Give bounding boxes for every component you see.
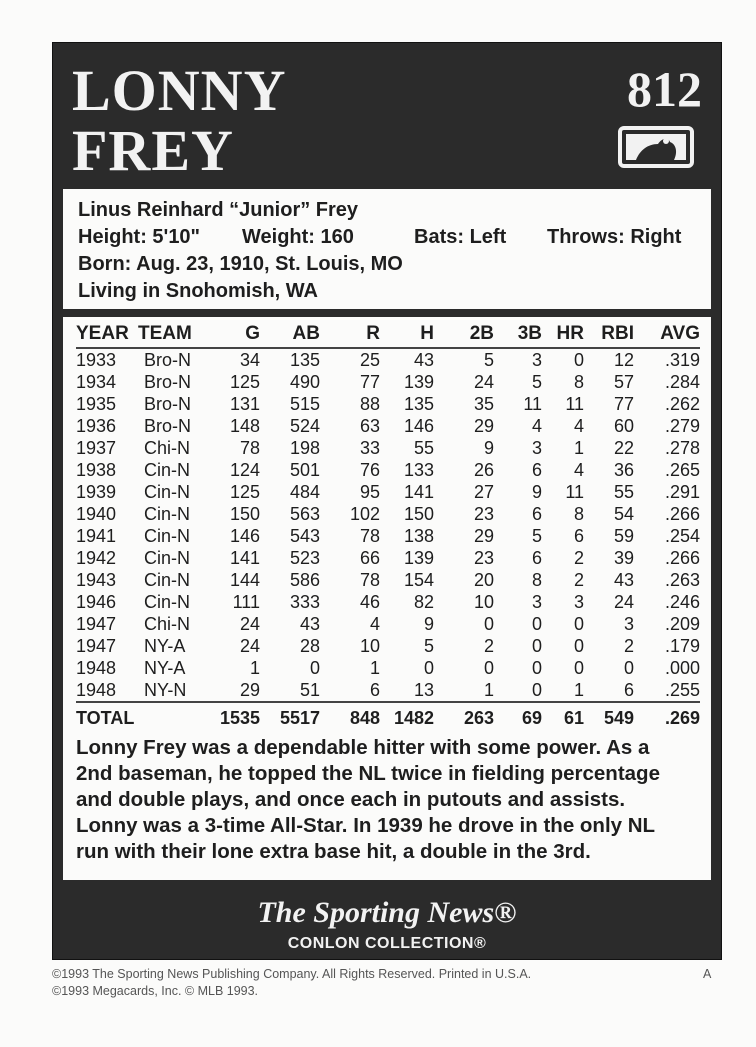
table-cell: 11 xyxy=(565,394,584,414)
table-cell: 563 xyxy=(289,504,320,524)
table-cell: 524 xyxy=(289,416,320,436)
table-cell: 501 xyxy=(289,460,320,480)
table-cell: 0 xyxy=(483,614,494,634)
table-cell: Cin-N xyxy=(144,526,191,546)
table-cell: 1942 xyxy=(76,548,117,568)
column-header: YEAR xyxy=(76,323,129,344)
table-cell: Cin-N xyxy=(144,548,191,568)
table-cell: 0 xyxy=(531,636,542,656)
table-cell: 54 xyxy=(613,504,634,524)
table-row xyxy=(76,657,700,679)
publisher-title: The Sporting News® xyxy=(257,896,517,929)
table-cell: .265 xyxy=(664,460,700,480)
column-header: RBI xyxy=(601,323,634,344)
table-cell: Bro-N xyxy=(144,350,192,370)
table-cell: 515 xyxy=(289,394,320,414)
table-row xyxy=(76,547,700,569)
table-cell: 39 xyxy=(613,548,634,568)
table-cell: 60 xyxy=(613,416,634,436)
summary-line: 2nd baseman, he topped the NL twice in fielding percentage xyxy=(76,762,660,785)
table-cell: 135 xyxy=(403,394,434,414)
table-cell: 2 xyxy=(623,636,634,656)
table-cell: 1 xyxy=(483,680,494,700)
table-cell: 35 xyxy=(473,394,494,414)
table-cell: 0 xyxy=(573,658,584,678)
mlb-logo-icon xyxy=(618,126,694,168)
stats-panel xyxy=(63,317,711,880)
table-cell: Cin-N xyxy=(144,482,191,502)
table-cell: 43 xyxy=(299,614,320,634)
column-header: H xyxy=(420,323,434,344)
table-cell: 77 xyxy=(359,372,380,392)
table-cell: 36 xyxy=(613,460,634,480)
table-cell: 0 xyxy=(309,658,320,678)
table-cell: 5 xyxy=(423,636,434,656)
table-cell: .255 xyxy=(664,680,700,700)
table-cell: 141 xyxy=(229,548,260,568)
table-cell: 125 xyxy=(229,482,260,502)
column-header: AB xyxy=(292,323,320,344)
column-header: TEAM xyxy=(138,323,192,344)
table-cell: 0 xyxy=(573,614,584,634)
table-cell: .000 xyxy=(664,658,700,678)
table-cell: 0 xyxy=(531,680,542,700)
height: Height: 5'10" xyxy=(78,226,201,248)
table-cell: 29 xyxy=(239,680,260,700)
born: Born: Aug. 23, 1910, St. Louis, MO xyxy=(78,253,403,275)
total-cell xyxy=(138,702,208,732)
table-cell: 9 xyxy=(483,438,494,458)
table-cell: 154 xyxy=(403,570,434,590)
table-cell: 0 xyxy=(623,658,634,678)
table-cell: 63 xyxy=(359,416,380,436)
table-cell: 5 xyxy=(531,526,542,546)
table-cell: 1935 xyxy=(76,394,117,414)
table-cell: 10 xyxy=(359,636,380,656)
table-cell: 1937 xyxy=(76,438,117,458)
table-cell: .209 xyxy=(664,614,700,634)
career-summary xyxy=(76,735,702,865)
table-cell: 6 xyxy=(623,680,634,700)
copyright-line-2: ©1993 Megacards, Inc. © MLB 1993. xyxy=(52,984,259,998)
table-cell: .278 xyxy=(664,438,700,458)
table-cell: NY-N xyxy=(144,680,187,700)
table-cell: 0 xyxy=(423,658,434,678)
table-cell: 57 xyxy=(613,372,634,392)
total-row xyxy=(76,702,700,732)
table-cell: 198 xyxy=(289,438,320,458)
table-cell: 333 xyxy=(289,592,320,612)
table-cell: 148 xyxy=(229,416,260,436)
copyright-line-1: ©1993 The Sporting News Publishing Company. All Rights Reserved. Printed in U.S.A. xyxy=(52,967,532,981)
table-cell: 24 xyxy=(239,614,260,634)
table-cell: 1 xyxy=(369,658,380,678)
column-header: R xyxy=(366,323,380,344)
table-cell: 1948 xyxy=(76,658,117,678)
total-cell: 5517 xyxy=(279,707,320,728)
bio-panel xyxy=(63,189,711,309)
table-cell: .246 xyxy=(664,592,700,612)
table-cell: 0 xyxy=(573,350,584,370)
table-cell: 2 xyxy=(483,636,494,656)
total-cell: 69 xyxy=(521,707,542,728)
table-cell: 4 xyxy=(573,416,584,436)
table-cell: 135 xyxy=(289,350,320,370)
table-cell: 139 xyxy=(403,548,434,568)
table-row xyxy=(76,591,700,613)
table-cell: 1938 xyxy=(76,460,117,480)
summary-line: Lonny was a 3-time All-Star. In 1939 he drove in the only NL xyxy=(76,814,656,837)
stats-table xyxy=(76,321,700,732)
table-cell: 55 xyxy=(613,482,634,502)
table-cell: 88 xyxy=(359,394,380,414)
table-cell: 125 xyxy=(229,372,260,392)
table-cell: 51 xyxy=(299,680,320,700)
table-cell: 141 xyxy=(403,482,434,502)
column-header: G xyxy=(245,323,260,344)
table-cell: 139 xyxy=(403,372,434,392)
total-cell: 1482 xyxy=(393,707,434,728)
table-cell: 9 xyxy=(423,614,434,634)
total-cell: 263 xyxy=(463,707,494,728)
table-cell: Bro-N xyxy=(144,372,192,392)
table-cell: 1940 xyxy=(76,504,117,524)
table-cell: Chi-N xyxy=(144,438,191,458)
full-name: Linus Reinhard “Junior” Frey xyxy=(78,199,359,221)
table-cell: 484 xyxy=(289,482,320,502)
table-row xyxy=(76,459,700,481)
player-first-name: LONNY xyxy=(72,58,287,123)
column-header: AVG xyxy=(660,323,700,344)
table-row xyxy=(76,393,700,415)
table-cell: 22 xyxy=(613,438,634,458)
table-row xyxy=(76,371,700,393)
table-cell: 23 xyxy=(473,548,494,568)
table-cell: 3 xyxy=(623,614,634,634)
table-cell: 1943 xyxy=(76,570,117,590)
table-cell: 523 xyxy=(289,548,320,568)
total-cell: TOTAL xyxy=(76,707,135,728)
summary-line: run with their lone extra base hit, a double in the 3rd. xyxy=(76,840,591,863)
table-cell: Chi-N xyxy=(144,614,191,634)
table-cell: 4 xyxy=(531,416,542,436)
table-cell: 144 xyxy=(229,570,260,590)
table-cell: 77 xyxy=(613,394,634,414)
table-cell: 150 xyxy=(403,504,434,524)
table-cell: Bro-N xyxy=(144,394,192,414)
table-row xyxy=(76,481,700,503)
table-cell: .179 xyxy=(664,636,700,656)
table-cell: 111 xyxy=(232,592,260,612)
table-cell: 1947 xyxy=(76,636,117,656)
total-cell: 549 xyxy=(603,707,634,728)
table-cell: 3 xyxy=(531,438,542,458)
table-cell: 133 xyxy=(403,460,434,480)
table-cell: .263 xyxy=(664,570,700,590)
table-cell: 11 xyxy=(565,482,584,502)
table-cell: 3 xyxy=(531,592,542,612)
table-cell: 6 xyxy=(531,548,542,568)
table-cell: 6 xyxy=(369,680,380,700)
table-cell: 150 xyxy=(229,504,260,524)
table-cell: 4 xyxy=(369,614,380,634)
table-cell: 8 xyxy=(531,570,542,590)
table-cell: 78 xyxy=(359,570,380,590)
table-cell: 490 xyxy=(289,372,320,392)
table-cell: 5 xyxy=(483,350,494,370)
table-cell: .284 xyxy=(664,372,700,392)
table-cell: 24 xyxy=(613,592,634,612)
table-cell: 1936 xyxy=(76,416,117,436)
table-cell: .266 xyxy=(664,504,700,524)
table-cell: 46 xyxy=(359,592,380,612)
table-cell: 3 xyxy=(531,350,542,370)
print-code: A xyxy=(703,967,712,981)
weight: Weight: 160 xyxy=(242,226,354,248)
table-cell: 131 xyxy=(229,394,260,414)
card-number: 812 xyxy=(627,61,702,117)
table-cell: 1 xyxy=(249,658,260,678)
publisher-subtitle: CONLON COLLECTION® xyxy=(287,935,487,952)
table-cell: Bro-N xyxy=(144,416,192,436)
table-cell: 1939 xyxy=(76,482,117,502)
table-row xyxy=(76,569,700,591)
table-cell: 29 xyxy=(473,416,494,436)
stats-header-row xyxy=(76,321,700,348)
table-cell: Cin-N xyxy=(144,592,191,612)
table-cell: 146 xyxy=(229,526,260,546)
table-row xyxy=(76,525,700,547)
table-cell: 6 xyxy=(573,526,584,546)
table-cell: 1948 xyxy=(76,680,117,700)
table-cell: 43 xyxy=(613,570,634,590)
table-cell: 124 xyxy=(229,460,260,480)
table-cell: 8 xyxy=(573,504,584,524)
table-cell: 0 xyxy=(483,658,494,678)
table-cell: 25 xyxy=(359,350,380,370)
summary-line: Lonny Frey was a dependable hitter with some power. As a xyxy=(76,736,650,759)
table-cell: 543 xyxy=(289,526,320,546)
table-cell: 24 xyxy=(239,636,260,656)
table-cell: 3 xyxy=(573,592,584,612)
table-cell: 20 xyxy=(473,570,494,590)
table-cell: 8 xyxy=(573,372,584,392)
column-header: 2B xyxy=(469,323,494,344)
residence: Living in Snohomish, WA xyxy=(78,280,318,302)
table-cell: 28 xyxy=(299,636,320,656)
throws: Throws: Right xyxy=(547,226,682,248)
table-cell: 78 xyxy=(359,526,380,546)
table-cell: .291 xyxy=(664,482,700,502)
table-cell: .262 xyxy=(664,394,700,414)
table-cell: 95 xyxy=(359,482,380,502)
bats: Bats: Left xyxy=(414,226,507,248)
table-cell: 55 xyxy=(413,438,434,458)
table-cell: 1933 xyxy=(76,350,117,370)
table-cell: .319 xyxy=(664,350,700,370)
table-cell: 82 xyxy=(413,592,434,612)
total-cell: 848 xyxy=(349,707,380,728)
table-cell: .254 xyxy=(664,526,700,546)
table-cell: 138 xyxy=(403,526,434,546)
table-cell: 76 xyxy=(359,460,380,480)
table-cell: 586 xyxy=(289,570,320,590)
player-last-name: FREY xyxy=(72,118,234,183)
table-cell: 34 xyxy=(239,350,260,370)
table-cell: 0 xyxy=(531,658,542,678)
table-cell: 26 xyxy=(473,460,494,480)
table-cell: 59 xyxy=(613,526,634,546)
table-cell: 102 xyxy=(349,504,380,524)
table-cell: Cin-N xyxy=(144,460,191,480)
table-cell: 1941 xyxy=(76,526,117,546)
table-cell: 6 xyxy=(531,460,542,480)
table-cell: 1947 xyxy=(76,614,117,634)
table-cell: Cin-N xyxy=(144,570,191,590)
table-cell: 1946 xyxy=(76,592,117,612)
total-cell: 1535 xyxy=(219,707,260,728)
column-header: HR xyxy=(556,323,584,344)
table-cell: 78 xyxy=(239,438,260,458)
summary-line: and double plays, and once each in putouts and assists. xyxy=(76,788,626,811)
table-cell: 146 xyxy=(403,416,434,436)
table-cell: 1934 xyxy=(76,372,117,392)
table-cell: 11 xyxy=(523,394,542,414)
column-header: 3B xyxy=(517,323,542,344)
table-cell: 9 xyxy=(531,482,542,502)
table-cell: 43 xyxy=(413,350,434,370)
table-cell: 1 xyxy=(573,680,584,700)
table-cell: NY-A xyxy=(144,658,186,678)
table-cell: 33 xyxy=(359,438,380,458)
table-cell: .266 xyxy=(664,548,700,568)
table-cell: 1 xyxy=(573,438,584,458)
table-cell: 0 xyxy=(573,636,584,656)
table-cell: Cin-N xyxy=(144,504,191,524)
table-cell: 2 xyxy=(573,570,584,590)
table-cell: 4 xyxy=(573,460,584,480)
table-row xyxy=(76,415,700,437)
table-row xyxy=(76,613,700,635)
total-cell: 61 xyxy=(563,707,584,728)
table-cell: 12 xyxy=(613,350,634,370)
table-cell: 24 xyxy=(473,372,494,392)
table-cell: 6 xyxy=(531,504,542,524)
table-cell: 0 xyxy=(531,614,542,634)
table-cell: 10 xyxy=(473,592,494,612)
table-row xyxy=(76,348,700,371)
total-cell: .269 xyxy=(664,707,700,728)
table-cell: 23 xyxy=(473,504,494,524)
table-row xyxy=(76,635,700,657)
table-cell: .279 xyxy=(664,416,700,436)
table-cell: 2 xyxy=(573,548,584,568)
table-row xyxy=(76,679,700,702)
table-cell: 13 xyxy=(413,680,434,700)
table-cell: 66 xyxy=(359,548,380,568)
table-cell: 27 xyxy=(473,482,494,502)
table-cell: 5 xyxy=(531,372,542,392)
table-cell: NY-A xyxy=(144,636,186,656)
table-cell: 29 xyxy=(473,526,494,546)
table-row xyxy=(76,503,700,525)
table-row xyxy=(76,437,700,459)
